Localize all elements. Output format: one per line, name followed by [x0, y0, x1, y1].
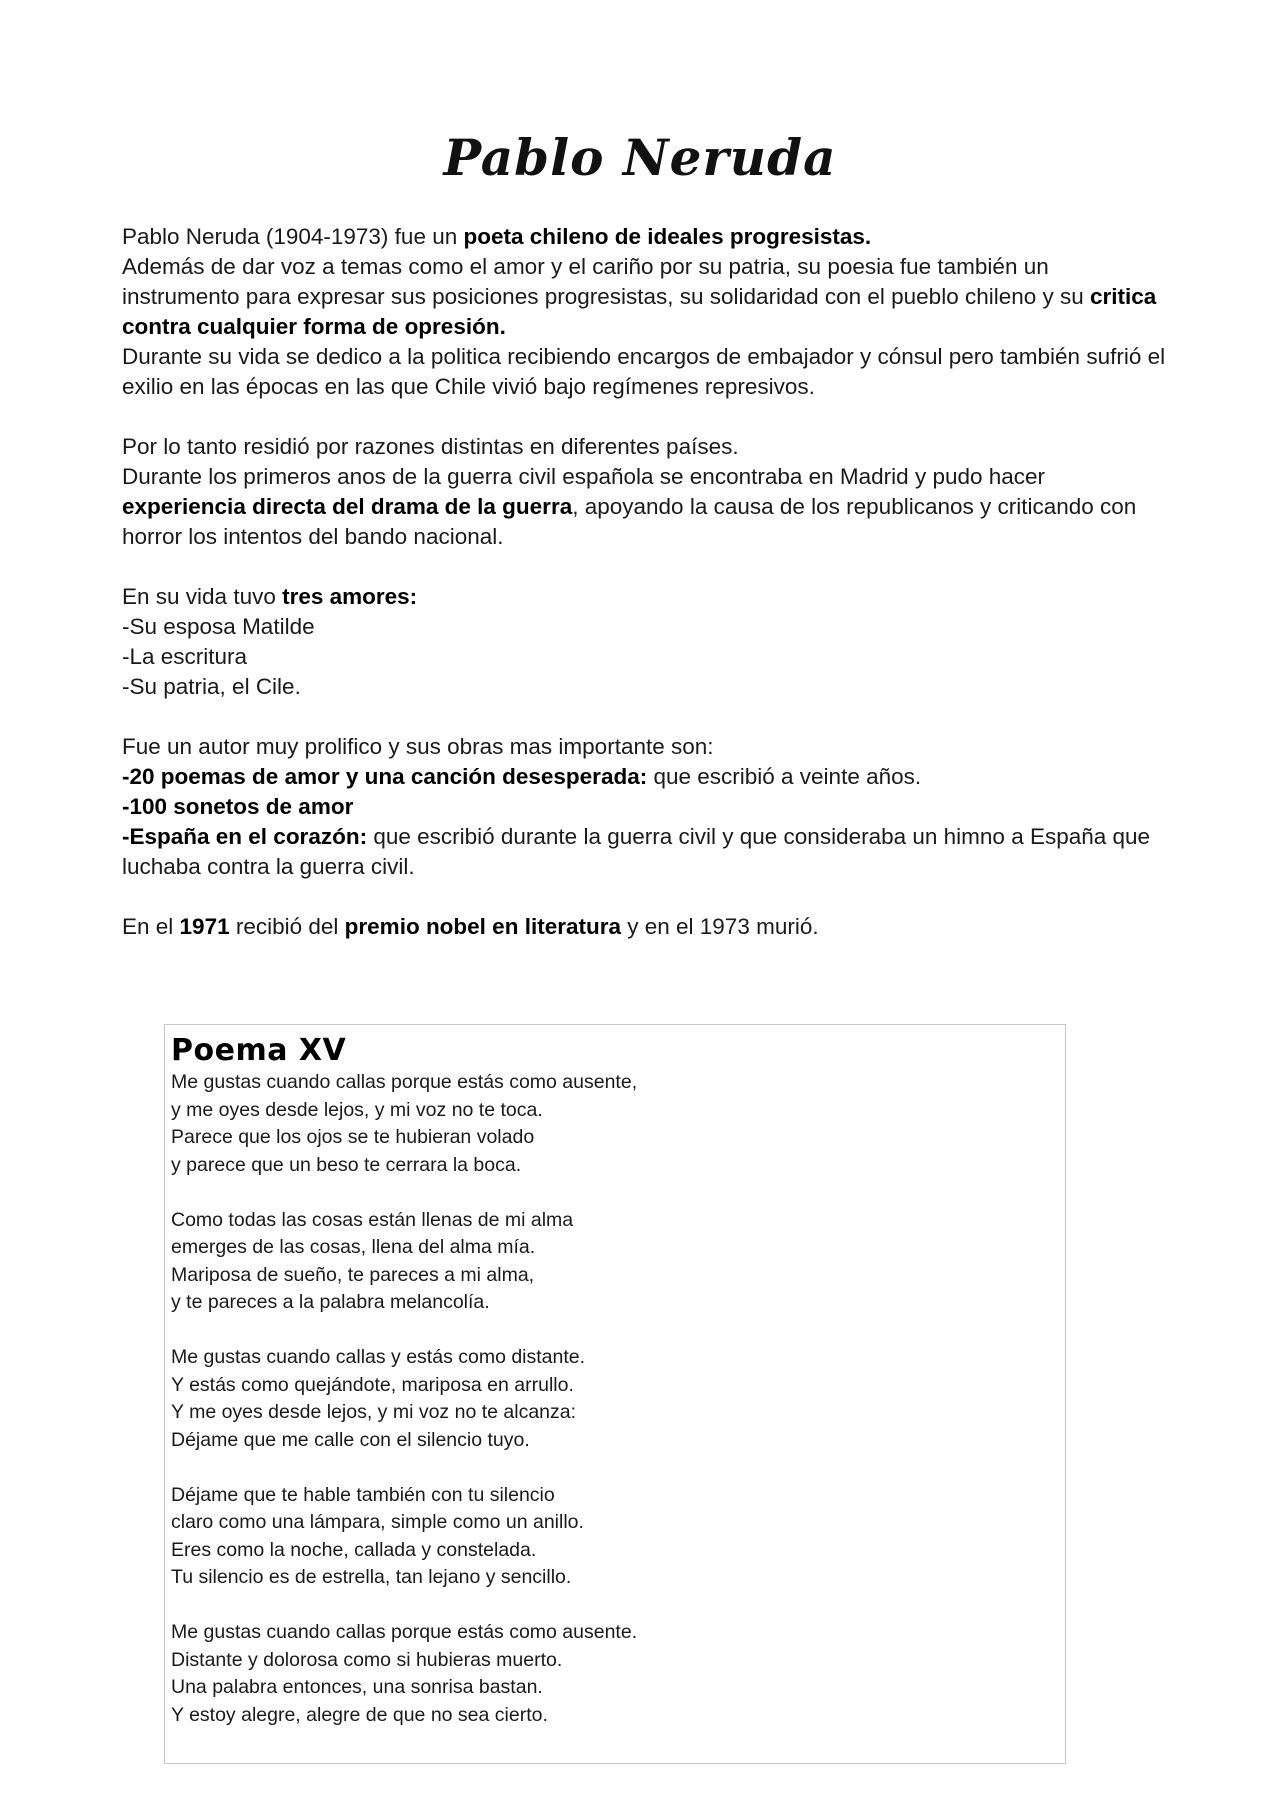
- paragraph-gap: [122, 402, 1172, 432]
- list-item-work: [122, 792, 1172, 822]
- bio-highlight: experiencia directa del drama de la guerra: [122, 494, 573, 519]
- bio-text: recibió del: [229, 914, 345, 939]
- page-title: Pablo Neruda: [443, 128, 837, 187]
- poem-stanza: [171, 1482, 1051, 1592]
- poem-line: y te pareces a la palabra melancolía.: [171, 1291, 490, 1313]
- poem-stanza: [171, 1344, 1051, 1454]
- paragraph-gap: [122, 552, 1172, 582]
- paragraph-gap: [122, 882, 1172, 912]
- poem-line: y parece que un beso te cerrara la boca.: [171, 1153, 522, 1176]
- poem-line: Parece que los ojos se te hubieran volado: [171, 1126, 535, 1148]
- bio-highlight: premio nobel en literatura: [344, 914, 621, 939]
- poem-line: Déjame que te hable también con tu silencio: [171, 1483, 555, 1506]
- poem-stanza: [171, 1207, 1051, 1317]
- poem-stanza: [171, 1619, 1051, 1729]
- bio-highlight: poeta chileno de ideales progresistas.: [463, 224, 872, 249]
- poem-line: y me oyes desde lejos, y mi voz no te toca.: [171, 1098, 543, 1121]
- poem-line: Y me oyes desde lejos, y mi voz no te alcanza:: [171, 1401, 577, 1423]
- poem-line: Una palabra entonces, una sonrisa bastan.: [171, 1676, 543, 1698]
- work-description: que escribió a veinte años.: [647, 764, 922, 789]
- poem-line: Como todas las cosas están llenas de mi alma: [171, 1208, 574, 1231]
- bio-text: Además de dar voz a temas como el amor y el cariño por su patria, su poesia fue también un instrumento para expresar sus posiciones progresistas, su solidaridad con el pueblo chileno y su: [122, 254, 1091, 309]
- bio-paragraph-intro: [122, 222, 1172, 252]
- poem-line: Me gustas cuando callas y estás como distante.: [171, 1346, 586, 1368]
- poem-line: Tu silencio es de estrella, tan lejano y sencillo.: [171, 1566, 572, 1588]
- list-item-love: -Su patria, el Cile.: [122, 674, 301, 699]
- poem-line: emerges de las cosas, llena del alma mía.: [171, 1236, 536, 1258]
- poem-line: Y estoy alegre, alegre de que no sea cierto.: [171, 1703, 548, 1726]
- poem-line: Me gustas cuando callas porque estás como ausente.: [171, 1621, 638, 1643]
- list-item-work: [122, 762, 1172, 792]
- work-description: que escribió durante la guerra civil y que consideraba un himno a España que luchaba contra la guerra civil.: [122, 824, 1151, 879]
- bio-paragraph-loves: [122, 582, 1172, 612]
- poem-line: Y estás como quejándote, mariposa en arrullo.: [171, 1373, 574, 1396]
- work-title: -20 poemas de amor y una canción desesperada:: [122, 764, 648, 789]
- bio-text: En su vida tuvo: [122, 584, 283, 609]
- bio-paragraph-civil-war: [122, 462, 1172, 552]
- poem-line: Déjame que me calle con el silencio tuyo.: [171, 1428, 530, 1451]
- poem-title: Poema XV: [171, 1033, 347, 1068]
- biography-section: [122, 222, 1172, 942]
- bio-paragraph-nobel: [122, 912, 1172, 942]
- bio-text: En el: [122, 914, 180, 939]
- bio-highlight: critica contra cualquier forma de opresión.: [122, 284, 1157, 339]
- bio-highlight: 1971: [179, 914, 230, 939]
- work-title: -100 sonetos de amor: [122, 794, 354, 819]
- poem-line: Eres como la noche, callada y constelada.: [171, 1538, 537, 1561]
- poem-line: claro como una lámpara, simple como un anillo.: [171, 1511, 584, 1533]
- poem-stanza: [171, 1069, 1051, 1179]
- paragraph-gap: [122, 702, 1172, 732]
- list-item-work: [122, 822, 1172, 882]
- bio-paragraph-countries: Por lo tanto residió por razones distintas en diferentes países.: [122, 434, 739, 459]
- bio-paragraph-themes: [122, 252, 1172, 342]
- bio-text: , apoyando la causa de los republicanos y criticando con horror los intentos del bando nacional.: [122, 494, 1137, 549]
- poem-box: [164, 1024, 1066, 1764]
- bio-highlight: tres amores:: [282, 584, 418, 609]
- poem-line: Distante y dolorosa como si hubieras muerto.: [171, 1648, 563, 1671]
- bio-paragraph-works: Fue un autor muy prolifico y sus obras mas importante son:: [122, 734, 714, 759]
- poem-line: Me gustas cuando callas porque estás como ausente,: [171, 1071, 638, 1093]
- bio-paragraph-politics: Durante su vida se dedico a la politica recibiendo encargos de embajador y cónsul pero también sufrió el exilio en las épocas en las que Chile vivió bajo regímenes represivos.: [122, 344, 1166, 399]
- poem-line: Mariposa de sueño, te pareces a mi alma,: [171, 1263, 535, 1286]
- bio-text: y en el 1973 murió.: [620, 914, 819, 939]
- bio-text: Durante los primeros anos de la guerra civil española se encontraba en Madrid y pudo hacer: [122, 464, 1046, 489]
- poem-body: [171, 1069, 1051, 1757]
- list-item-love: -La escritura: [122, 644, 248, 669]
- work-title: -España en el corazón:: [122, 824, 368, 849]
- bio-text: Pablo Neruda (1904-1973) fue un: [122, 224, 464, 249]
- list-item-love: -Su esposa Matilde: [122, 614, 315, 639]
